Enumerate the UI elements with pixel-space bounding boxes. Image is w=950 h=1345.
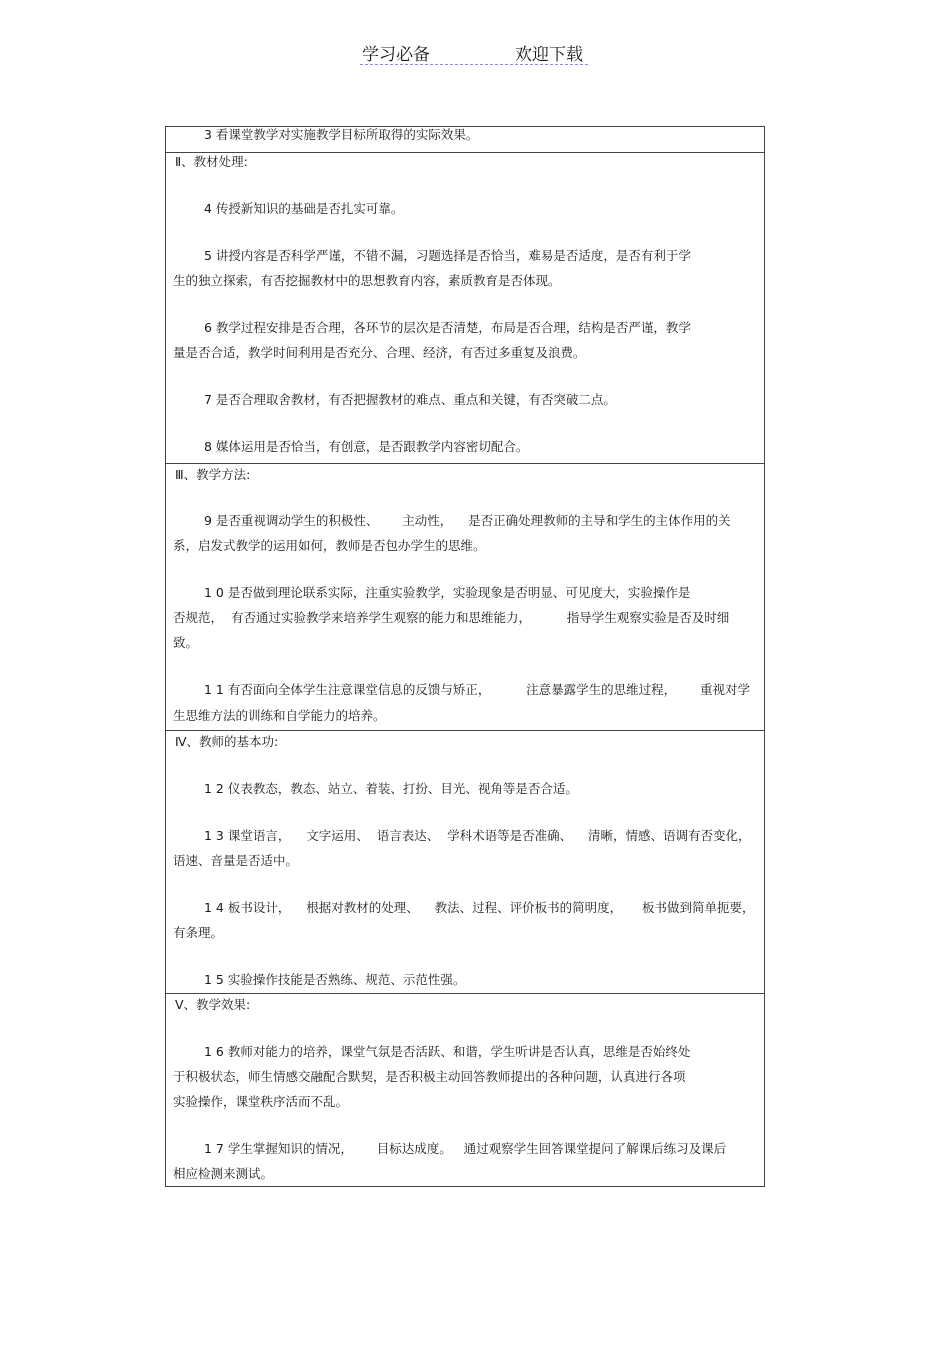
header-right-text: 欢迎下载 [515, 45, 583, 65]
header-dashed-rule [360, 64, 588, 65]
page-header [0, 40, 950, 68]
section-teaching-methods [166, 463, 764, 730]
item-9-line-2: 系，启发式教学的运用如何，教师是否包办学生的思维。 [173, 538, 486, 553]
item-6-line-1: 6 教学过程安排是否合理，各环节的层次是否清楚，布局是否合理，结构是否严谨，教学 [204, 320, 691, 335]
item-10-line-3: 致。 [173, 635, 199, 650]
item-15-line-1: 1 5 实验操作技能是否熟练、规范、示范性强。 [204, 972, 466, 987]
item-11-line-1: 1 1 有否面向全体学生注意课堂信息的反馈与矫正， 注意暴露学生的思维过程， 重视对学 [204, 682, 750, 697]
item-5-line-2: 生的独立探索，有否挖掘教材中的思想教育内容，素质教育是否体现。 [173, 273, 561, 288]
section-textbook-handling [166, 152, 764, 463]
section-heading: Ⅴ、教学效果: [175, 997, 251, 1012]
section-intro [166, 127, 764, 152]
section-teaching-effect [166, 993, 764, 1186]
item-17-line-1: 1 7 学生掌握知识的情况， 目标达成度。 通过观察学生回答课堂提问了解课后练习及课后 [204, 1141, 727, 1156]
evaluation-table [165, 126, 765, 1187]
item-8-line-1: 8 媒体运用是否恰当，有创意，是否跟教学内容密切配合。 [204, 439, 529, 454]
item-9-line-1: 9 是否重视调动学生的积极性、 主动性， 是否正确处理教师的主导和学生的主体作用的关 [204, 513, 731, 528]
item-10-line-1: 1 0 是否做到理论联系实际，注重实验教学，实验现象是否明显、可见度大，实验操作是 [204, 585, 691, 600]
section-heading: Ⅲ、教学方法: [175, 467, 251, 482]
section-heading: Ⅱ、教材处理: [175, 154, 248, 169]
item-3-line-1: 3 看课堂教学对实施教学目标所取得的实际效果。 [204, 127, 479, 142]
section-heading: Ⅳ、教师的基本功: [175, 734, 279, 749]
item-7-line-1: 7 是否合理取舍教材，有否把握教材的难点、重点和关键，有否突破二点。 [204, 392, 616, 407]
item-16-line-3: 实验操作，课堂秩序活而不乱。 [173, 1094, 349, 1109]
section-teacher-skills [166, 730, 764, 993]
item-10-line-2: 否规范， 有否通过实验教学来培养学生观察的能力和思维能力， 指导学生观察实验是否及时细 [173, 610, 730, 625]
item-16-line-1: 1 6 教师对能力的培养，课堂气氛是否活跃、和谐，学生听讲是否认真，思维是否始终处 [204, 1044, 691, 1059]
item-14-line-2: 有条理。 [173, 925, 224, 940]
item-13-line-1: 1 3 课堂语言， 文字运用、 语言表达、 学科术语等是否准确、 清晰，情感、语调有否变化， [204, 828, 751, 843]
item-6-line-2: 量是否合适，教学时间利用是否充分、合理、经济，有否过多重复及浪费。 [173, 345, 586, 360]
item-5-line-1: 5 讲授内容是否科学严谨，不错不漏，习题选择是否恰当，难易是否适度，是否有利于学 [204, 248, 691, 263]
item-16-line-2: 于积极状态，师生情感交融配合默契，是否积极主动回答教师提出的各种问题，认真进行各项 [173, 1069, 686, 1084]
item-11-line-2: 生思维方法的训练和自学能力的培养。 [173, 708, 386, 723]
item-4-line-1: 4 传授新知识的基础是否扎实可靠。 [204, 201, 404, 216]
item-12-line-1: 1 2 仪表教态，教态、站立、着装、打扮、目光、视角等是否合适。 [204, 781, 578, 796]
header-left-text: 学习必备 [362, 45, 430, 65]
item-14-line-1: 1 4 板书设计， 根据对教材的处理、 教法、过程、评价板书的简明度， 板书做到简单扼要， [204, 900, 755, 915]
item-17-line-2: 相应检测来测试。 [173, 1166, 274, 1181]
item-13-line-2: 语速、音量是否适中。 [173, 853, 299, 868]
